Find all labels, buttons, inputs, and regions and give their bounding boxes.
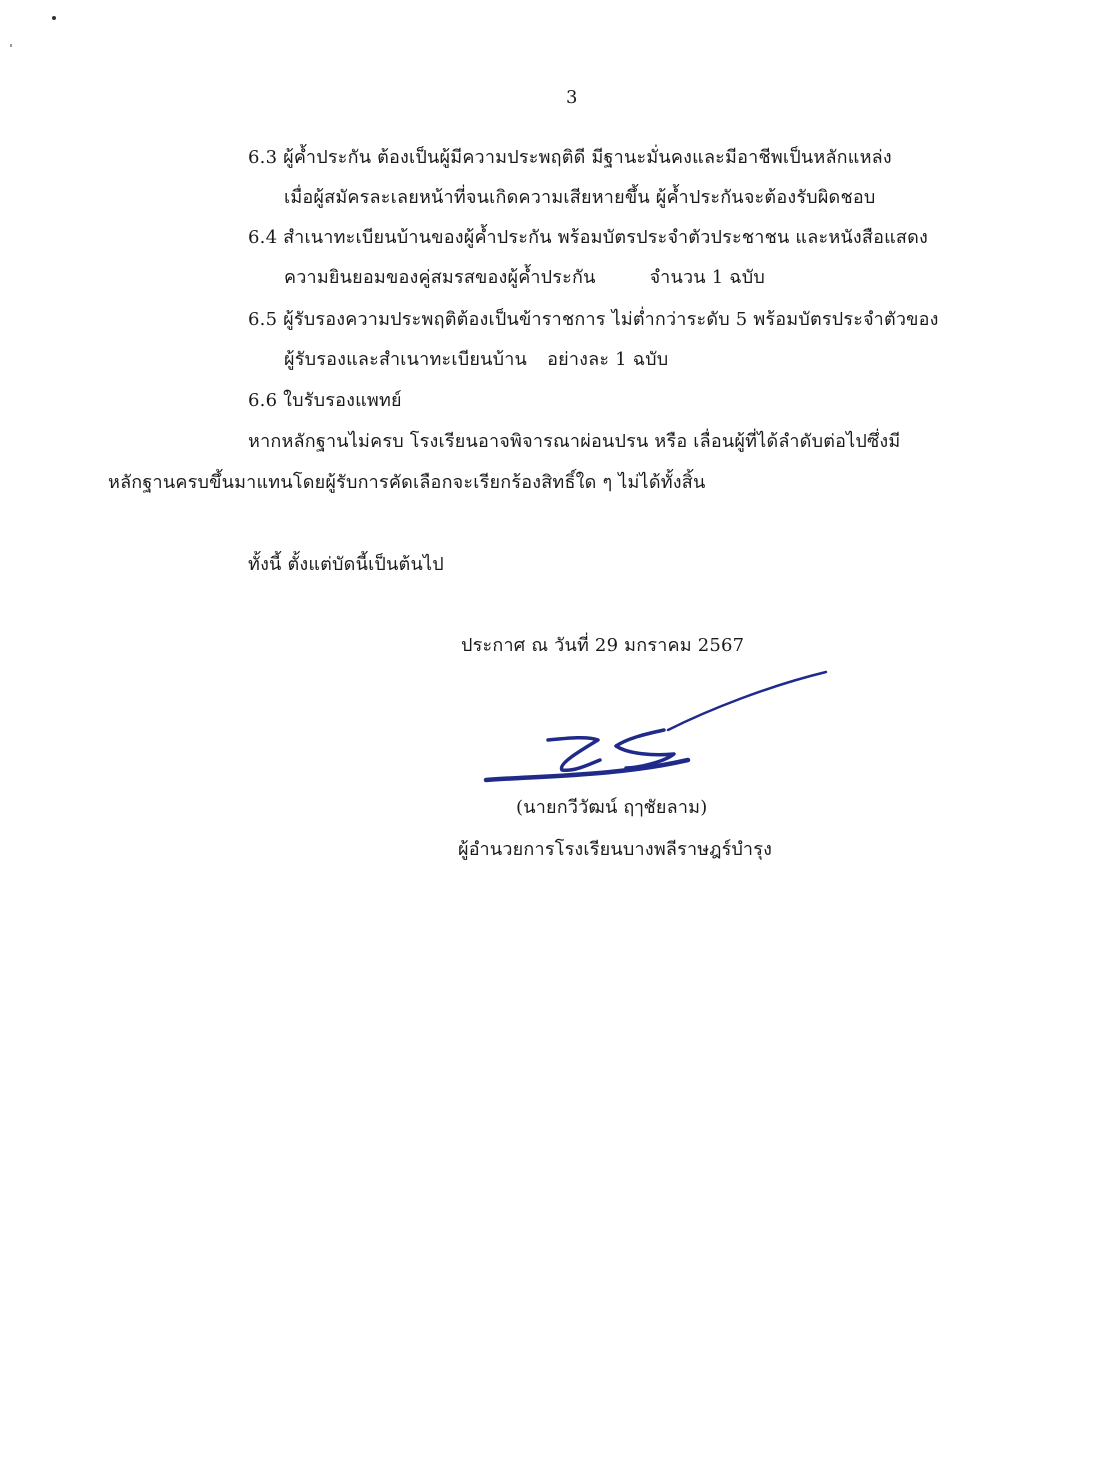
item-6-3-line-1: 6.3 ผู้ค้ำประกัน ต้องเป็นผู้มีความประพฤติดี มีฐานะมั่นคงและมีอาชีพเป็นหลักแหล่ง: [248, 147, 892, 168]
signer-name: (นายกวีวัฒน์ ฤๅชัยลาม): [516, 797, 708, 818]
item-6-4-line-2: [284, 266, 765, 290]
item-6-5-line-2: [284, 348, 668, 372]
item-6-4-quantity: จำนวน 1 ฉบับ: [649, 267, 766, 288]
page-number: 3: [566, 87, 578, 108]
announcement-date: ประกาศ ณ วันที่ 29 มกราคม 2567: [461, 635, 745, 656]
signer-position: ผู้อำนวยการโรงเรียนบางพลีราษฎร์บำรุง: [458, 839, 773, 860]
note-line-1: หากหลักฐานไม่ครบ โรงเรียนอาจพิจารณาผ่อนปรน หรือ เลื่อนผู้ที่ได้ลำดับต่อไปซึ่งมี: [248, 431, 901, 452]
scan-speck: [52, 16, 56, 20]
item-6-5-line-1: 6.5 ผู้รับรองความประพฤติต้องเป็นข้าราชการ ไม่ต่ำกว่าระดับ 5 พร้อมบัตรประจำตัวของ: [248, 309, 939, 330]
item-6-5-line-2-text: ผู้รับรองและสำเนาทะเบียนบ้าน: [284, 349, 528, 370]
item-6-4-line-2-text: ความยินยอมของคู่สมรสของผู้ค้ำประกัน: [284, 267, 596, 288]
effective-statement: ทั้งนี้ ตั้งแต่บัดนี้เป็นต้นไป: [248, 554, 444, 575]
item-6-6: 6.6 ใบรับรองแพทย์: [248, 390, 402, 411]
signature-image: [478, 664, 838, 794]
item-6-5-quantity: อย่างละ 1 ฉบับ: [547, 349, 669, 370]
item-6-3-line-2: เมื่อผู้สมัครละเลยหน้าที่จนเกิดความเสียหายขึ้น ผู้ค้ำประกันจะต้องรับผิดชอบ: [284, 187, 876, 208]
scan-speck: [10, 44, 12, 47]
note-line-2: หลักฐานครบขึ้นมาแทนโดยผู้รับการคัดเลือกจะเรียกร้องสิทธิ์ใด ๆ ไม่ได้ทั้งสิ้น: [108, 472, 706, 493]
item-6-4-line-1: 6.4 สำเนาทะเบียนบ้านของผู้ค้ำประกัน พร้อมบัตรประจำตัวประชาชน และหนังสือแสดง: [248, 227, 928, 248]
